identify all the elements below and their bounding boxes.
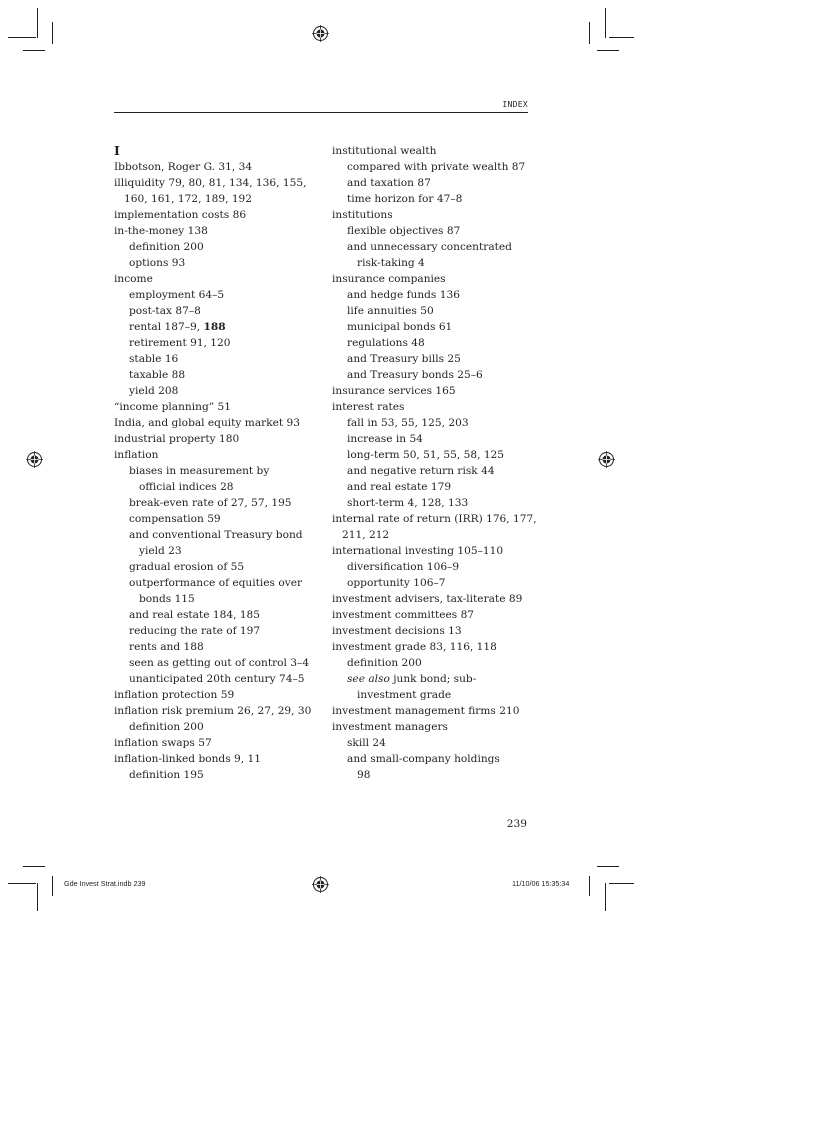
- index-entry-text: fall in 53, 55, 125, 203: [347, 417, 469, 429]
- index-entry-text: break-even rate of 27, 57, 195: [129, 497, 292, 509]
- index-entry: [114, 735, 319, 751]
- index-entry: [332, 559, 537, 575]
- crop-mark: [609, 883, 634, 884]
- index-entry: [114, 767, 319, 783]
- index-entry-text: life annuities 50: [347, 305, 434, 317]
- index-entry-text: opportunity 106–7: [347, 577, 446, 589]
- index-entry-text: investment grade: [357, 689, 452, 701]
- index-entry-text: implementation costs 86: [114, 209, 247, 221]
- page-number: 239: [506, 818, 527, 830]
- index-entry-text: industrial property 180: [114, 433, 240, 445]
- index-entry-text: time horizon for 47–8: [347, 193, 463, 205]
- crop-mark: [37, 8, 38, 38]
- index-entry-text: investment committees 87: [332, 609, 475, 621]
- index-entry: [332, 495, 537, 511]
- index-entry-text: diversification 106–9: [347, 561, 460, 573]
- index-entry: [332, 767, 537, 783]
- index-entry: [114, 543, 319, 559]
- index-entry-text: investment management firms 210: [332, 705, 520, 717]
- index-entry-text: retirement 91, 120: [129, 337, 231, 349]
- index-entry: [332, 223, 537, 239]
- index-entry-text: risk-taking 4: [357, 257, 425, 269]
- index-entry-text: gradual erosion of 55: [129, 561, 245, 573]
- index-entry: [332, 591, 537, 607]
- header-rule: [114, 112, 528, 113]
- index-entry: [332, 463, 537, 479]
- index-entry: [332, 287, 537, 303]
- crop-mark: [8, 37, 36, 38]
- crop-mark: [597, 50, 619, 51]
- index-entry-text: post-tax 87–8: [129, 305, 201, 317]
- index-entry: [114, 639, 319, 655]
- index-entry-text: skill 24: [347, 737, 386, 749]
- index-entry-text: inflation: [114, 449, 159, 461]
- crop-mark: [589, 22, 590, 44]
- index-entry-text: definition 200: [347, 657, 422, 669]
- index-entry-bold-page: 188: [203, 321, 226, 333]
- index-entry: [114, 591, 319, 607]
- crop-mark: [605, 8, 606, 38]
- index-entry-text: official indices 28: [139, 481, 234, 493]
- index-entry-text: inflation-linked bonds 9, 11: [114, 753, 261, 765]
- index-entry: [332, 431, 537, 447]
- index-entry-text: insurance services 165: [332, 385, 456, 397]
- index-entry: [114, 255, 319, 271]
- index-entry-text: 160, 161, 172, 189, 192: [124, 193, 253, 205]
- index-entry-text: and real estate 179: [347, 481, 452, 493]
- crop-mark: [597, 866, 619, 867]
- index-entry-text: institutional wealth: [332, 145, 437, 157]
- index-entry: [114, 479, 319, 495]
- index-entry-text: short-term 4, 128, 133: [347, 497, 469, 509]
- index-entry-text: internal rate of return (IRR) 176, 177,: [332, 513, 537, 525]
- index-entry: [114, 495, 319, 511]
- index-entry: [114, 463, 319, 479]
- index-entry: [332, 351, 537, 367]
- index-entry: [332, 751, 537, 767]
- index-entry: [332, 399, 537, 415]
- slug-filename: Gde Invest Strat.indb 239: [64, 879, 146, 888]
- index-entry: [114, 271, 319, 287]
- index-entry: [332, 191, 537, 207]
- index-entry: [114, 287, 319, 303]
- crop-mark: [52, 22, 53, 44]
- index-entry-text: long-term 50, 51, 55, 58, 125: [347, 449, 505, 461]
- index-entry-text: and hedge funds 136: [347, 289, 460, 301]
- index-entry: [332, 655, 537, 671]
- index-entry: [114, 431, 319, 447]
- index-entry-text: investment grade 83, 116, 118: [332, 641, 497, 653]
- index-entry-text: junk bond; sub-: [389, 673, 477, 685]
- slug-timestamp: 11/10/06 15:35:34: [512, 879, 570, 888]
- index-entry-text: yield 23: [139, 545, 182, 557]
- index-entry-text: income: [114, 273, 153, 285]
- index-entry-text: biases in measurement by: [129, 465, 270, 477]
- index-entry: [332, 607, 537, 623]
- index-entry-text: in-the-money 138: [114, 225, 208, 237]
- index-entry-text: compared with private wealth 87: [347, 161, 526, 173]
- index-entry: [114, 191, 319, 207]
- registration-mark-icon: [598, 451, 615, 468]
- index-entry: [114, 559, 319, 575]
- index-entry: [114, 415, 319, 431]
- crop-mark: [8, 883, 36, 884]
- index-entry: [332, 271, 537, 287]
- index-entry: [114, 367, 319, 383]
- index-entry: [114, 351, 319, 367]
- index-entry-text: rents and 188: [129, 641, 204, 653]
- index-entry: [332, 543, 537, 559]
- index-entry-text: insurance companies: [332, 273, 446, 285]
- index-entry: [114, 527, 319, 543]
- running-head: INDEX: [502, 100, 528, 109]
- index-entry-text: options 93: [129, 257, 186, 269]
- index-entry: [114, 719, 319, 735]
- index-entry: [114, 447, 319, 463]
- index-entry-text: illiquidity 79, 80, 81, 134, 136, 155,: [114, 177, 307, 189]
- index-entry-text: flexible objectives 87: [347, 225, 461, 237]
- index-entry: [332, 415, 537, 431]
- index-entry: [332, 383, 537, 399]
- index-entry-text: institutions: [332, 209, 393, 221]
- index-entry: [114, 223, 319, 239]
- index-entry-text: Ibbotson, Roger G. 31, 34: [114, 161, 253, 173]
- index-entry: [332, 255, 537, 271]
- index-entry-text: interest rates: [332, 401, 405, 413]
- index-entry-text: and negative return risk 44: [347, 465, 495, 477]
- index-entry-text: and unnecessary concentrated: [347, 241, 512, 253]
- index-entry: [332, 207, 537, 223]
- index-entry: [114, 671, 319, 687]
- index-entry: [114, 607, 319, 623]
- index-section-letter: [114, 143, 319, 159]
- index-entry: [332, 575, 537, 591]
- registration-mark-icon: [312, 876, 329, 893]
- index-entry-text: definition 195: [129, 769, 204, 781]
- index-entry: [332, 687, 537, 703]
- index-entry: [114, 175, 319, 191]
- index-entry: [332, 159, 537, 175]
- index-entry: [332, 239, 537, 255]
- index-entry-text: yield 208: [129, 385, 179, 397]
- index-entry-text: definition 200: [129, 241, 204, 253]
- index-entry: [332, 367, 537, 383]
- index-entry: [114, 239, 319, 255]
- index-entry-text: investment decisions 13: [332, 625, 462, 637]
- index-entry-text: rental 187–9,: [129, 321, 204, 333]
- index-entry: [332, 303, 537, 319]
- index-column-left: [114, 143, 319, 783]
- crop-mark: [23, 50, 45, 51]
- index-entry: [114, 303, 319, 319]
- index-entry: [332, 175, 537, 191]
- index-entry: [114, 399, 319, 415]
- index-entry: [332, 447, 537, 463]
- crop-mark: [589, 876, 590, 896]
- registration-mark-icon: [312, 25, 329, 42]
- index-entry: [114, 687, 319, 703]
- index-entry-text: and conventional Treasury bond: [129, 529, 303, 541]
- index-entry: [114, 207, 319, 223]
- index-entry-text: definition 200: [129, 721, 204, 733]
- index-entry: [114, 159, 319, 175]
- index-entry-text: and Treasury bonds 25–6: [347, 369, 483, 381]
- index-entry-text: and real estate 184, 185: [129, 609, 261, 621]
- index-entry: [332, 335, 537, 351]
- index-entry: [332, 623, 537, 639]
- index-entry-text: stable 16: [129, 353, 179, 365]
- index-entry-text: I: [114, 143, 120, 158]
- index-entry-text: 211, 212: [342, 529, 390, 541]
- index-entry-text: regulations 48: [347, 337, 425, 349]
- index-entry: [114, 751, 319, 767]
- index-entry-text: taxable 88: [129, 369, 186, 381]
- index-entry: [332, 735, 537, 751]
- index-column-right: [332, 143, 537, 783]
- index-entry: [332, 527, 537, 543]
- index-entry-text: increase in 54: [347, 433, 423, 445]
- index-entry-text: investment advisers, tax-literate 89: [332, 593, 523, 605]
- index-entry-text: inflation protection 59: [114, 689, 235, 701]
- crop-mark: [609, 37, 634, 38]
- index-entry-text: “income planning” 51: [114, 401, 232, 413]
- index-entry-text: reducing the rate of 197: [129, 625, 261, 637]
- index-entry: [332, 479, 537, 495]
- index-entry: [114, 623, 319, 639]
- index-entry: [114, 335, 319, 351]
- crop-mark: [52, 876, 53, 896]
- crop-mark: [37, 883, 38, 911]
- index-entry-text: 98: [357, 769, 371, 781]
- index-entry: [114, 319, 319, 335]
- index-entry-text: bonds 115: [139, 593, 195, 605]
- index-entry-text: and taxation 87: [347, 177, 431, 189]
- index-entry-text: India, and global equity market 93: [114, 417, 301, 429]
- index-entry: [332, 719, 537, 735]
- index-entry: [332, 703, 537, 719]
- index-entry-text: inflation swaps 57: [114, 737, 212, 749]
- index-entry: [332, 511, 537, 527]
- cross-reference-label: see also: [347, 673, 390, 685]
- index-entry-text: international investing 105–110: [332, 545, 504, 557]
- index-entry: [332, 319, 537, 335]
- index-entry: [332, 671, 537, 687]
- index-entry-text: and Treasury bills 25: [347, 353, 461, 365]
- index-entry-text: seen as getting out of control 3–4: [129, 657, 310, 669]
- index-entry-text: and small-company holdings: [347, 753, 500, 765]
- index-entry-text: municipal bonds 61: [347, 321, 453, 333]
- index-entry: [332, 143, 537, 159]
- index-entry: [114, 383, 319, 399]
- registration-mark-icon: [26, 451, 43, 468]
- index-entry-text: outperformance of equities over: [129, 577, 303, 589]
- index-entry-text: employment 64–5: [129, 289, 225, 301]
- crop-mark: [23, 866, 45, 867]
- index-entry: [114, 575, 319, 591]
- index-entry: [332, 639, 537, 655]
- index-entry-text: investment managers: [332, 721, 448, 733]
- index-entry: [114, 703, 319, 719]
- index-entry: [114, 511, 319, 527]
- index-entry: [114, 655, 319, 671]
- index-entry-text: unanticipated 20th century 74–5: [129, 673, 305, 685]
- index-entry-text: inflation risk premium 26, 27, 29, 30: [114, 705, 312, 717]
- crop-mark: [605, 883, 606, 911]
- index-entry-text: compensation 59: [129, 513, 221, 525]
